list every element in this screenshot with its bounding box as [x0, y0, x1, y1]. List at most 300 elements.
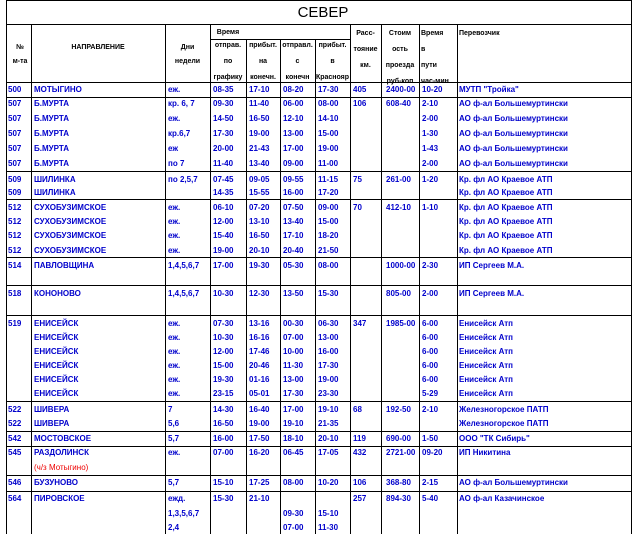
cell-days: еж.: [168, 347, 181, 356]
header-arr-end: на: [258, 58, 268, 65]
cell-arr-end: 19-30: [249, 261, 270, 270]
cell-dep-end: 19-10: [283, 419, 304, 428]
cell-days: по 7: [168, 159, 185, 168]
cell-dep-sched: 10-30: [213, 333, 234, 342]
cell-arr-krasn: 10-20: [318, 478, 339, 487]
header-route-num: м-та: [12, 58, 28, 65]
cell-arr-end: 19-00: [249, 419, 270, 428]
cell-direction: ШИЛИНКА: [34, 175, 76, 184]
cell-arr-krasn: 19-00: [318, 375, 339, 384]
cell-travel-time: 6-00: [422, 361, 439, 370]
cell-dep-end: 09-55: [283, 175, 304, 184]
cell-arr-end: 20-46: [249, 361, 270, 370]
cell-dep-end: 10-00: [283, 347, 304, 356]
cell-direction: СУХОБУЗИМСКОЕ: [34, 217, 107, 226]
cell-carrier: Железногорское ПАТП: [459, 419, 549, 428]
cell-carrier: АО ф-ал Большемуртински: [459, 478, 568, 487]
cell-arr-krasn: 09-00: [318, 203, 339, 212]
cell-direction: ЕНИСЕЙСК: [34, 333, 79, 342]
cell-price: 1985-00: [386, 319, 416, 328]
cell-direction: Б.МУРТА: [34, 159, 70, 168]
cell-travel-time: 5-29: [422, 389, 439, 398]
cell-arr-end: 16-40: [249, 405, 270, 414]
cell-days: еж.: [168, 217, 181, 226]
header-travel-time: пути: [421, 62, 437, 69]
cell-direction: МОТЫГИНО: [34, 85, 82, 94]
cell-dep-end: 20-40: [283, 246, 304, 255]
cell-direction: Б.МУРТА: [34, 129, 70, 138]
header-distance: Расс-: [356, 30, 375, 37]
cell-arr-krasn: 19-00: [318, 144, 339, 153]
cell-route-num: 522: [8, 405, 22, 414]
cell-travel-time: 5-40: [422, 494, 439, 503]
cell-arr-end: 19-00: [249, 129, 270, 138]
cell-distance: 432: [353, 448, 367, 457]
cell-days: еж.: [168, 448, 181, 457]
header-travel-time: в: [421, 46, 426, 53]
grid-line: [6, 257, 632, 258]
grid-line: [31, 24, 32, 82]
cell-route-num: 512: [8, 231, 22, 240]
header-carrier: Перевозчик: [459, 30, 500, 37]
grid-line: [246, 82, 247, 534]
cell-distance: 347: [353, 319, 367, 328]
cell-travel-time: 6-00: [422, 375, 439, 384]
cell-dep-sched: 06-10: [213, 203, 234, 212]
cell-dep-end: 11-30: [283, 361, 304, 370]
cell-arr-end: 13-16: [249, 319, 270, 328]
cell-carrier: Железногорское ПАТП: [459, 405, 549, 414]
cell-dep-end: 06-45: [283, 448, 304, 457]
cell-arr-krasn: 14-10: [318, 114, 339, 123]
cell-carrier: Енисейск Атп: [459, 347, 513, 356]
header-dep-end: с: [295, 58, 300, 65]
cell-days: 7: [168, 405, 173, 414]
cell-travel-time: 1-10: [422, 203, 439, 212]
cell-arr-krasn: 15-00: [318, 217, 339, 226]
grid-line: [31, 82, 32, 534]
cell-days: еж.: [168, 333, 181, 342]
cell-dep-sched: 09-30: [213, 99, 234, 108]
cell-dep-end: 17-30: [283, 389, 304, 398]
cell-route-num: 512: [8, 203, 22, 212]
cell-direction: ЕНИСЕЙСК: [34, 361, 79, 370]
grid-line: [419, 24, 420, 82]
cell-route-num: 507: [8, 144, 22, 153]
cell-arr-end: 13-10: [249, 217, 270, 226]
cell-dep-end: 09-30: [283, 509, 304, 518]
cell-travel-time: 2-10: [422, 99, 439, 108]
cell-distance: 70: [353, 203, 362, 212]
cell-arr-krasn: 17-05: [318, 448, 339, 457]
cell-arr-end: 13-40: [249, 159, 270, 168]
grid-line: [315, 39, 316, 82]
cell-days: 1,4,5,6,7: [168, 289, 200, 298]
header-time: Время: [216, 29, 240, 36]
cell-dep-sched: 17-00: [213, 261, 234, 270]
cell-price: 368-80: [386, 478, 411, 487]
cell-dep-sched: 07-45: [213, 175, 234, 184]
grid-line: [6, 171, 632, 172]
cell-carrier: Кр. фл АО Краевое АТП: [459, 175, 553, 184]
cell-distance: 119: [353, 434, 366, 443]
grid-line: [350, 82, 351, 534]
grid-line: [6, 0, 632, 1]
cell-days: по 2,5,7: [168, 175, 198, 184]
grid-line: [6, 431, 632, 432]
cell-arr-end: 07-20: [249, 203, 270, 212]
cell-arr-end: 17-10: [249, 85, 270, 94]
cell-dep-sched: 19-00: [213, 246, 234, 255]
cell-travel-time: 2-30: [422, 261, 439, 270]
grid-line: [6, 0, 7, 534]
cell-direction: БУЗУНОВО: [34, 478, 79, 487]
cell-direction: Б.МУРТА: [34, 114, 70, 123]
cell-distance: 106: [353, 478, 367, 487]
cell-arr-end: 15-55: [249, 188, 270, 197]
grid-line: [165, 82, 166, 534]
header-arr-end: прибыт.: [249, 42, 277, 49]
cell-route-num: 500: [8, 85, 22, 94]
cell-dep-end: 08-00: [283, 478, 304, 487]
header-price: проезда: [385, 62, 415, 69]
cell-carrier: ООО "ТК Сибирь": [459, 434, 530, 443]
cell-arr-end: 17-46: [249, 347, 270, 356]
cell-route-num: 507: [8, 99, 22, 108]
cell-direction: Б.МУРТА: [34, 144, 70, 153]
cell-carrier: МУТП "Тройка": [459, 85, 519, 94]
grid-line: [6, 24, 632, 25]
cell-days: 2,4: [168, 523, 180, 532]
cell-arr-krasn: 17-30: [318, 85, 339, 94]
cell-carrier: АО ф-ал Большемуртински: [459, 159, 568, 168]
header-dep-end: отправл.: [282, 42, 313, 49]
cell-travel-time: 6-00: [422, 319, 439, 328]
cell-arr-krasn: 17-20: [318, 188, 339, 197]
cell-arr-krasn: 18-20: [318, 231, 339, 240]
cell-route-num: 512: [8, 217, 22, 226]
header-dep-sched: графику: [213, 74, 243, 81]
cell-days: еж.: [168, 361, 181, 370]
grid-line: [6, 199, 632, 200]
cell-travel-time: 2-10: [422, 405, 439, 414]
cell-direction: СУХОБУЗИМСКОЕ: [34, 203, 107, 212]
cell-route-num: 512: [8, 246, 22, 255]
page-title: СЕВЕР: [297, 4, 349, 21]
cell-arr-krasn: 16-00: [318, 347, 339, 356]
cell-travel-time: 10-20: [422, 85, 443, 94]
cell-dep-sched: 19-30: [213, 375, 234, 384]
cell-dep-end: 00-30: [283, 319, 304, 328]
cell-carrier: АО ф-ал Большемуртински: [459, 114, 568, 123]
cell-arr-krasn: 21-35: [318, 419, 339, 428]
cell-dep-sched: 17-30: [213, 129, 234, 138]
cell-travel-time: 2-15: [422, 478, 439, 487]
cell-distance: 68: [353, 405, 362, 414]
cell-dep-sched: 23-15: [213, 389, 234, 398]
cell-arr-krasn: 11-15: [318, 175, 339, 184]
cell-travel-time: 1-50: [422, 434, 439, 443]
cell-price: 192-50: [386, 405, 411, 414]
cell-direction: ШИВЕРА: [34, 405, 70, 414]
cell-route-num: 545: [8, 448, 22, 457]
cell-dep-sched: 07-00: [213, 448, 234, 457]
cell-route-num: 509: [8, 188, 22, 197]
cell-dep-sched: 11-40: [213, 159, 234, 168]
cell-dep-sched: 15-30: [213, 494, 234, 503]
cell-route-num: 542: [8, 434, 22, 443]
cell-dep-end: 13-40: [283, 217, 304, 226]
cell-dep-end: 08-20: [283, 85, 304, 94]
cell-route-num: 564: [8, 494, 22, 503]
cell-direction: СУХОБУЗИМСКОЕ: [34, 246, 107, 255]
cell-arr-krasn: 17-30: [318, 361, 339, 370]
cell-dep-end: 17-10: [283, 231, 304, 240]
cell-arr-end: 16-20: [249, 448, 270, 457]
cell-route-num: 518: [8, 289, 22, 298]
cell-days: еж.: [168, 231, 181, 240]
cell-direction: ЕНИСЕЙСК: [34, 389, 79, 398]
cell-route-num: 507: [8, 159, 22, 168]
cell-route-num: 507: [8, 114, 22, 123]
cell-arr-krasn: 15-10: [318, 509, 339, 518]
cell-price: 608-40: [386, 99, 411, 108]
header-price: Стоим: [388, 30, 412, 37]
cell-days: еж.: [168, 375, 181, 384]
cell-price: 805-00: [386, 289, 411, 298]
header-arr-krasn: Краснояр: [315, 74, 350, 81]
header-days: недели: [174, 58, 201, 65]
cell-travel-time: 2-00: [422, 114, 439, 123]
cell-dep-sched: 14-35: [213, 188, 234, 197]
cell-arr-krasn: 08-00: [318, 99, 339, 108]
cell-carrier: Кр. фл АО Краевое АТП: [459, 203, 553, 212]
cell-dep-end: 06-00: [283, 99, 304, 108]
cell-distance: 405: [353, 85, 367, 94]
header-days: Дни: [180, 44, 195, 51]
cell-price: 2721-00: [386, 448, 416, 457]
cell-days: еж.: [168, 389, 181, 398]
cell-days: кр. 6, 7: [168, 99, 195, 108]
cell-carrier: ИП Сергеев М.А.: [459, 289, 525, 298]
grid-line: [210, 24, 211, 82]
cell-days: 5,7: [168, 434, 180, 443]
cell-direction: ЕНИСЕЙСК: [34, 347, 79, 356]
cell-arr-end: 16-50: [249, 114, 270, 123]
cell-direction: ПИРОВСКОЕ: [34, 494, 85, 503]
grid-line: [419, 82, 420, 534]
cell-days: 1,4,5,6,7: [168, 261, 200, 270]
cell-arr-end: 11-40: [249, 99, 270, 108]
cell-route-num: 507: [8, 129, 22, 138]
cell-price: 690-00: [386, 434, 411, 443]
cell-dep-end: 13-00: [283, 375, 304, 384]
grid-line: [6, 401, 632, 402]
cell-travel-time: 1-20: [422, 175, 439, 184]
cell-arr-krasn: 19-10: [318, 405, 339, 414]
cell-carrier: Кр. фл АО Краевое АТП: [459, 188, 553, 197]
cell-dep-end: 18-10: [283, 434, 304, 443]
cell-carrier: Енисейск Атп: [459, 319, 513, 328]
header-dep-sched: по: [223, 58, 233, 65]
cell-dep-sched: 20-00: [213, 144, 234, 153]
cell-dep-sched: 15-10: [213, 478, 234, 487]
grid-line: [6, 491, 632, 492]
cell-arr-end: 21-10: [249, 494, 270, 503]
cell-direction: Б.МУРТА: [34, 99, 70, 108]
cell-route-num: 519: [8, 319, 22, 328]
cell-dep-end: 17-00: [283, 405, 304, 414]
cell-dep-end: 13-50: [283, 289, 304, 298]
grid-line: [6, 446, 632, 447]
cell-carrier: ИП Никитина: [459, 448, 511, 457]
cell-days: кр.6,7: [168, 129, 191, 138]
grid-line: [6, 475, 632, 476]
cell-arr-krasn: 13-00: [318, 333, 339, 342]
cell-dep-sched: 10-30: [213, 289, 234, 298]
cell-days: еж.: [168, 85, 181, 94]
header-travel-time: Время: [421, 30, 444, 37]
cell-travel-time: 6-00: [422, 347, 439, 356]
cell-arr-end: 20-10: [249, 246, 270, 255]
cell-dep-sched: 07-30: [213, 319, 234, 328]
cell-carrier: АО ф-ал Большемуртински: [459, 99, 568, 108]
cell-dep-sched: 12-00: [213, 217, 234, 226]
cell-carrier: АО ф-ал Большемуртински: [459, 129, 568, 138]
cell-route-num: 522: [8, 419, 22, 428]
cell-distance: 257: [353, 494, 367, 503]
cell-carrier: Енисейск Атп: [459, 389, 513, 398]
grid-line: [457, 24, 458, 82]
cell-dep-end: 07-00: [283, 523, 304, 532]
grid-line: [165, 24, 166, 82]
cell-dep-sched: 16-50: [213, 419, 234, 428]
cell-route-num: 546: [8, 478, 22, 487]
cell-days: ежд.: [168, 494, 186, 503]
cell-direction: РАЗДОЛИНСК: [34, 448, 89, 457]
cell-travel-time: 2-00: [422, 289, 439, 298]
header-direction: НАПРАВЛЕНИЕ: [71, 44, 125, 51]
grid-line: [381, 24, 382, 82]
cell-arr-krasn: 20-10: [318, 434, 339, 443]
cell-days: 5,7: [168, 478, 180, 487]
cell-price: 261-00: [386, 175, 411, 184]
cell-dep-end: 09-00: [283, 159, 304, 168]
grid-line: [280, 82, 281, 534]
cell-dep-sched: 14-30: [213, 405, 234, 414]
cell-arr-end: 17-50: [249, 434, 270, 443]
cell-dep-sched: 14-50: [213, 114, 234, 123]
cell-arr-end: 09-05: [249, 175, 270, 184]
grid-line: [6, 285, 632, 286]
cell-carrier: Енисейск Атп: [459, 333, 513, 342]
cell-arr-krasn: 11-00: [318, 159, 339, 168]
cell-arr-end: 17-25: [249, 478, 270, 487]
cell-price: 1000-00: [386, 261, 416, 270]
cell-days: еж.: [168, 114, 181, 123]
cell-price: 894-30: [386, 494, 411, 503]
cell-arr-end: 01-16: [249, 375, 270, 384]
cell-route-num: 514: [8, 261, 22, 270]
cell-dep-end: 13-00: [283, 129, 304, 138]
cell-dep-end: 05-30: [283, 261, 304, 270]
grid-line: [210, 82, 211, 534]
header-dep-end: конечн: [285, 74, 310, 81]
header-dep-sched: отправ.: [214, 42, 242, 49]
cell-arr-krasn: 21-50: [318, 246, 339, 255]
cell-dep-end: 07-00: [283, 333, 304, 342]
cell-days: еж: [168, 144, 179, 153]
cell-arr-krasn: 23-30: [318, 389, 339, 398]
grid-line: [6, 315, 632, 316]
cell-carrier: ИП Сергеев М.А.: [459, 261, 525, 270]
grid-line: [381, 82, 382, 534]
cell-direction: МОСТОВСКОЕ: [34, 434, 92, 443]
cell-days: еж.: [168, 319, 181, 328]
cell-travel-time: 2-00: [422, 159, 439, 168]
grid-line: [280, 39, 281, 82]
cell-travel-time: 6-00: [422, 333, 439, 342]
cell-carrier: АО ф-ал Большемуртински: [459, 144, 568, 153]
cell-dep-sched: 16-00: [213, 434, 234, 443]
cell-travel-time: 1-43: [422, 144, 439, 153]
cell-dep-end: 07-50: [283, 203, 304, 212]
cell-days: 5,6: [168, 419, 180, 428]
cell-days: 1,3,5,6,7: [168, 509, 200, 518]
cell-arr-end: 16-16: [249, 333, 270, 342]
cell-carrier: Енисейск Атп: [459, 375, 513, 384]
cell-dep-sched: 08-35: [213, 85, 234, 94]
razdolinsk-note: (ч/з Мотыгино): [34, 463, 89, 472]
header-distance: тояние: [353, 46, 378, 53]
cell-arr-krasn: 11-30: [318, 523, 339, 532]
header-arr-krasn: в: [330, 58, 335, 65]
grid-line: [457, 82, 458, 534]
cell-carrier: Кр. фл АО Краевое АТП: [459, 217, 553, 226]
header-arr-krasn: прибыт.: [318, 42, 347, 49]
cell-carrier: АО ф-ал Казачинское: [459, 494, 545, 503]
cell-dep-end: 12-10: [283, 114, 304, 123]
header-route-num: №: [16, 44, 24, 51]
cell-distance: 106: [353, 99, 367, 108]
cell-arr-krasn: 15-30: [318, 289, 339, 298]
cell-direction: ШИВЕРА: [34, 419, 70, 428]
cell-direction: ПАВЛОВЩИНА: [34, 261, 95, 270]
cell-dep-end: 16-00: [283, 188, 304, 197]
cell-direction: ЕНИСЕЙСК: [34, 319, 79, 328]
cell-dep-sched: 15-00: [213, 361, 234, 370]
cell-price: 412-10: [386, 203, 411, 212]
header-distance: км.: [360, 62, 371, 69]
cell-carrier: Енисейск Атп: [459, 361, 513, 370]
grid-line: [350, 24, 351, 82]
cell-route-num: 509: [8, 175, 22, 184]
cell-dep-sched: 15-40: [213, 231, 234, 240]
cell-carrier: Кр. фл АО Краевое АТП: [459, 246, 553, 255]
cell-arr-krasn: 15-00: [318, 129, 339, 138]
cell-days: еж.: [168, 246, 181, 255]
grid-line: [6, 97, 632, 98]
grid-line: [315, 82, 316, 534]
cell-direction: КОНОНОВО: [34, 289, 81, 298]
cell-carrier: Кр. фл АО Краевое АТП: [459, 231, 553, 240]
cell-price: 2400-00: [386, 85, 416, 94]
cell-dep-end: 17-00: [283, 144, 304, 153]
cell-distance: 75: [353, 175, 362, 184]
cell-direction: ЕНИСЕЙСК: [34, 375, 79, 384]
header-arr-end: конечн.: [250, 74, 276, 81]
header-price: ость: [392, 46, 408, 53]
